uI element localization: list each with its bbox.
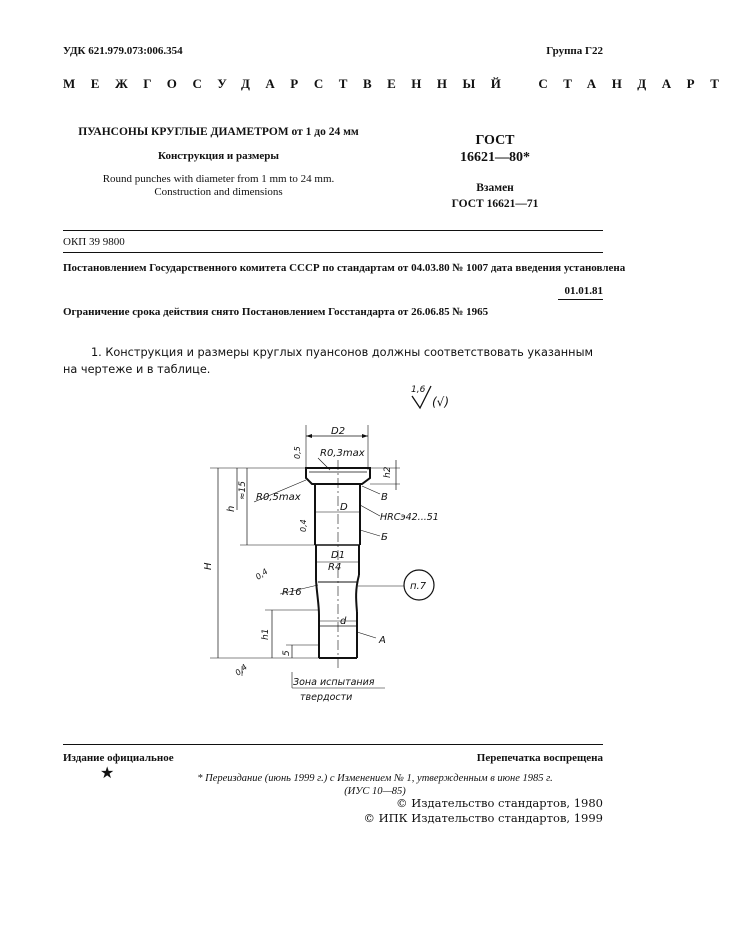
banner-right: СТАНДАРТ <box>538 76 734 91</box>
punch-drawing <box>195 378 450 713</box>
label-04-fillet: 0,4 <box>253 566 270 582</box>
label-r03: R0,3max <box>320 448 365 459</box>
document-subtitle: Конструкция и размеры <box>158 150 279 162</box>
roughness-value: 1,6 <box>411 385 426 395</box>
label-h: h <box>226 505 237 512</box>
limit-text: Ограничение срока действия снято Постановлением Госстандарта от 26.06.85 № 1965 <box>63 306 489 318</box>
label-v: В <box>381 492 388 503</box>
replace-number: ГОСТ 16621—71 <box>451 198 539 210</box>
replace-label: Взамен <box>476 182 514 194</box>
roughness-extra: (√) <box>432 395 450 409</box>
star-mark: ★ <box>100 765 115 782</box>
label-5: 5 <box>282 650 292 656</box>
label-r16: R16 <box>282 587 302 598</box>
label-d2: D2 <box>331 426 346 437</box>
label-h1: h1 <box>261 628 271 640</box>
label-note-7: п.7 <box>410 581 427 592</box>
standard-banner <box>63 76 734 92</box>
replaces-block <box>420 180 570 212</box>
reprint-label: Перепечатка воспрещена <box>476 752 603 764</box>
copyright-block <box>363 796 603 826</box>
divider-top <box>63 230 603 231</box>
label-04-bottom: 0,4 <box>233 662 250 678</box>
edition-label: Издание официальное <box>63 752 174 764</box>
reissue-line2: (ИУС 10—85) <box>344 786 406 797</box>
okp-code: ОКП 39 9800 <box>63 236 125 248</box>
copyright-2: © ИПК Издательство стандартов, 1999 <box>363 811 603 825</box>
reissue-note <box>150 772 600 798</box>
divider-okp <box>63 252 603 253</box>
divider-footer <box>63 744 603 745</box>
udk-code: УДК 621.979.073:006.354 <box>63 45 183 57</box>
date-underline <box>558 299 603 300</box>
label-d1: D1 <box>331 550 346 561</box>
paragraph-1: 1. Конструкция и размеры круглых пуансонов должны соответствовать указанным на чертеже и в таблице. <box>63 346 594 376</box>
gost-designation <box>420 132 570 166</box>
copyright-1: © Издательство стандартов, 1980 <box>396 796 603 810</box>
label-d-small: d <box>340 616 347 627</box>
label-b: Б <box>381 532 388 543</box>
label-r05: R0,5max <box>256 492 301 503</box>
reissue-line1: * Переиздание (июнь 1999 г.) с Изменением № 1, утвержденным в июне 1985 г. <box>197 773 553 784</box>
gost-number: 16621—80* <box>460 150 530 165</box>
zone-label-line1: Зона испытания <box>293 677 375 688</box>
label-approx15: ≈15 <box>238 481 248 500</box>
label-r4: R4 <box>328 562 342 573</box>
label-d-shank: D <box>340 502 348 513</box>
label-h2: h2 <box>383 466 393 478</box>
label-hrc: HRCэ42...51 <box>380 512 439 523</box>
label-a: А <box>379 635 386 646</box>
english-title-line1: Round punches with diameter from 1 mm to 24 mm. <box>102 173 335 185</box>
label-04-shank: 0,4 <box>299 519 308 532</box>
label-h-total: H <box>203 562 214 570</box>
zone-label-line2: твердости <box>300 692 353 703</box>
banner-left: МЕЖГОСУДАРСТВЕННЫЙ <box>63 76 517 91</box>
gost-label: ГОСТ <box>475 133 515 148</box>
decree-text: Постановлением Государственного комитета СССР по стандартам от 04.03.80 № 1007 дата введения установлена <box>63 262 626 274</box>
document-title: ПУАНСОНЫ КРУГЛЫЕ ДИАМЕТРОМ от 1 до 24 мм <box>78 126 359 138</box>
english-title <box>66 173 371 199</box>
intro-date: 01.01.81 <box>564 285 603 297</box>
group-code: Группа Г22 <box>546 45 603 57</box>
label-05-top: 0,5 <box>293 446 302 459</box>
english-title-line2: Construction and dimensions <box>154 186 283 198</box>
